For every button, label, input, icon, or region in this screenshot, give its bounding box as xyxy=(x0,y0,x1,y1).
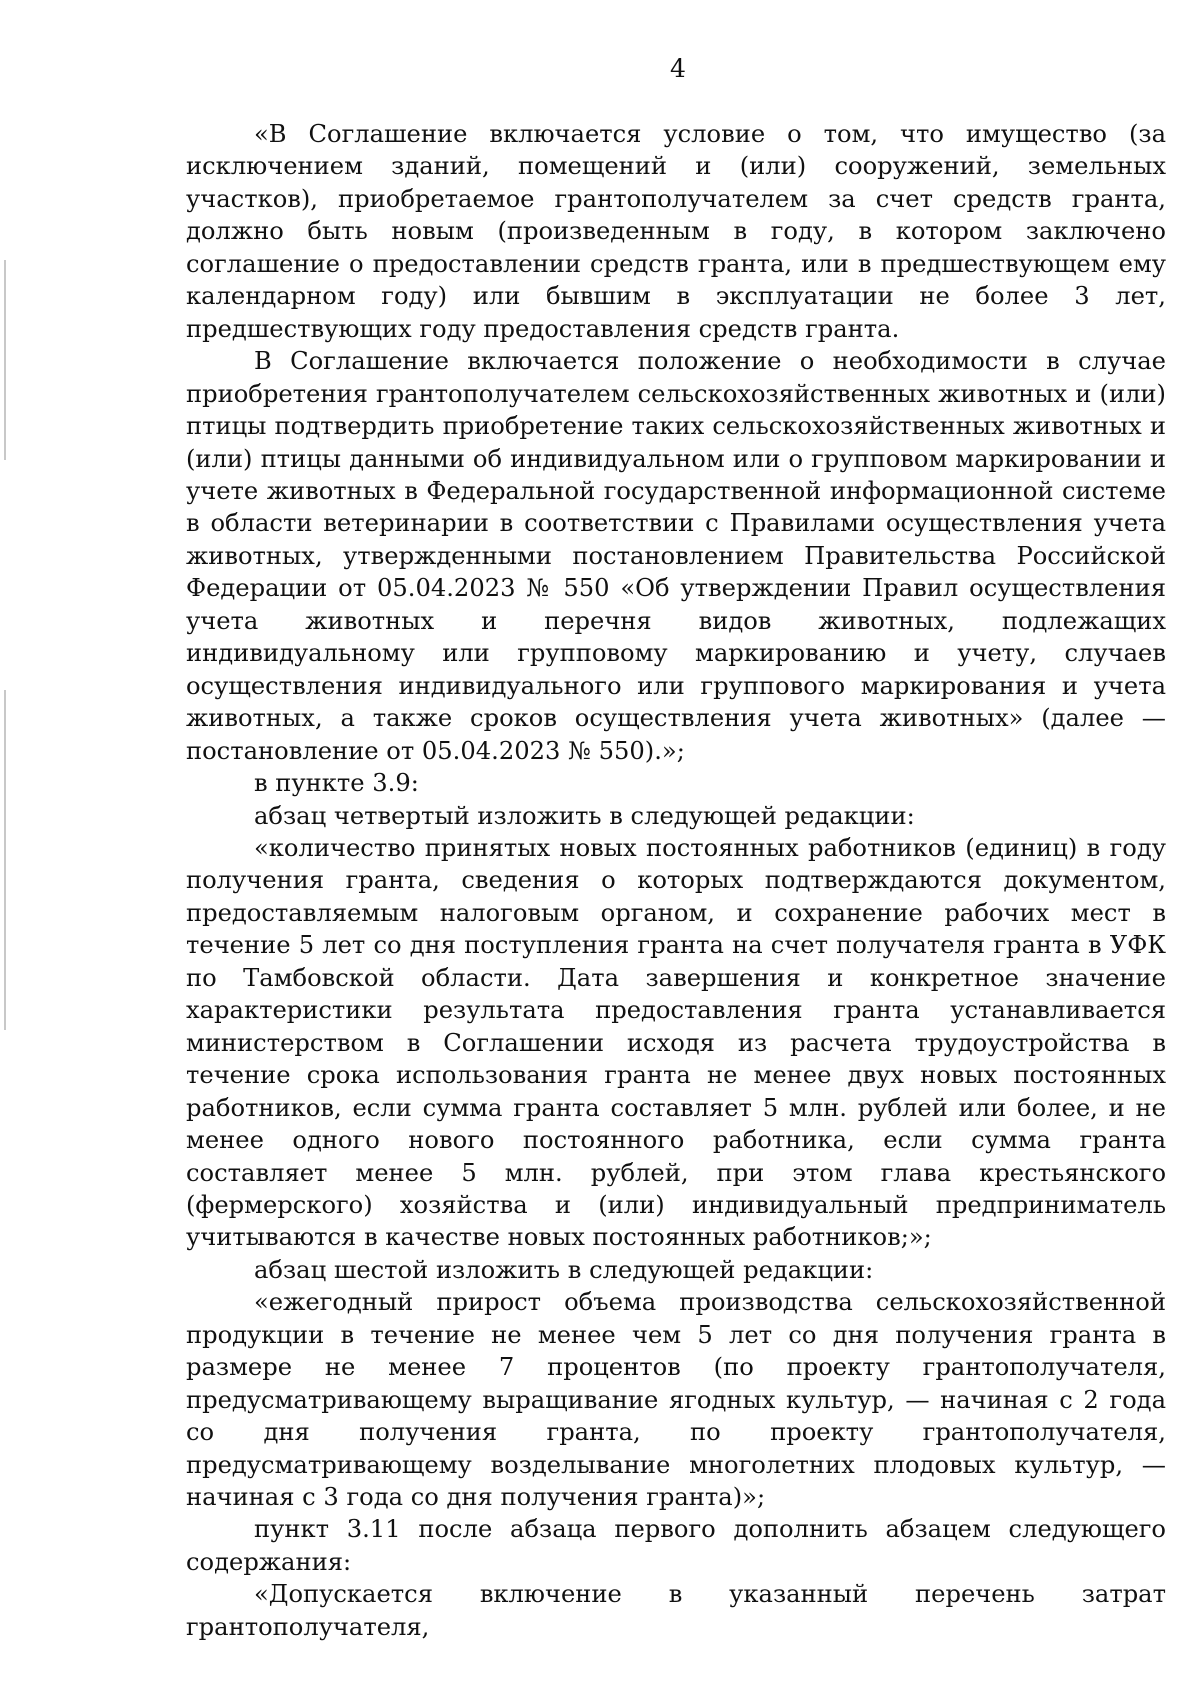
scan-edge-mark xyxy=(4,260,6,460)
paragraph-animal-marking: В Соглашение включается положение о необходимости в случае приобретения грантополучателем сельскохозяйственных животных и (или) птицы подтвердить приобретение таких сельскохозяйственных животных и (или) птицы данными об индивидуальном или о групповом маркировании и учете животных в Федеральной государственной информационной системе в области ветеринарии в соответствии с Правилами осуществления учета животных, утвержденными постановлением Правительства Российской Федерации от 05.04.2023 № 550 «Об утверждении Правил осуществления учета животных и перечня видов животных, подлежащих индивидуальному или групповому маркированию и учету, случаев осуществления индивидуального или группового маркирования и учета животных, а также сроков осуществления учета животных» (далее — постановление от 05.04.2023 № 550).»; xyxy=(186,347,1166,765)
paragraph-cost-list: «Допускается включение в указанный перечень затрат грантополучателя, xyxy=(186,1580,1166,1641)
paragraph-clause-3-11: пункт 3.11 после абзаца первого дополнить абзацем следующего содержания: xyxy=(186,1515,1166,1576)
paragraph-property-condition: «В Соглашение включается условие о том, что имущество (за исключением зданий, помещений и (или) сооружений, земельных участков), приобретаемое грантополучателем за счет средств гранта, должно быть новым (произведенным в году, в котором заключено соглашение о предоставлении средств гранта, или в предшествующем ему календарном году) или бывшим в эксплуатации не более 3 лет, предшествующих году предоставления средств гранта. xyxy=(186,120,1166,343)
page-number: 4 xyxy=(670,54,686,83)
scan-edge-mark xyxy=(4,690,6,1030)
document-body xyxy=(186,118,1166,1643)
paragraph-sixth-abzac-instruction: абзац шестой изложить в следующей редакции: xyxy=(254,1255,874,1284)
paragraph-production-growth: «ежегодный прирост объема производства сельскохозяйственной продукции в течение не менее чем 5 лет со дня получения гранта в размере не менее 7 процентов (по проекту грантополучателя, предусматривающему выращивание ягодных культур, — начиная с 2 года со дня получения гранта, по проекту грантополучателя, предусматривающему возделывание многолетних плодовых культур, — начиная с 3 года со дня получения гранта)»; xyxy=(186,1288,1166,1512)
paragraph-fourth-abzac-instruction: абзац четвертый изложить в следующей редакции: xyxy=(254,801,915,830)
paragraph-clause-3-9: в пункте 3.9: xyxy=(254,769,419,798)
paragraph-new-employees: «количество принятых новых постоянных работников (единиц) в году получения гранта, сведения о которых подтверждаются документом, предоставляемым налоговым органом, и сохранение рабочих мест в течение 5 лет со дня поступления гранта на счет получателя гранта в УФК по Тамбовской области. Дата завершения и конкретное значение характеристики результата предоставления гранта устанавливается министерством в Соглашении исходя из расчета трудоустройства в течение срока использования гранта не менее двух новых постоянных работников, если сумма гранта составляет 5 млн. рублей или более, и не менее одного нового постоянного работника, если сумма гранта составляет менее 5 млн. рублей, при этом глава крестьянского (фермерского) хозяйства и (или) индивидуальный предприниматель учитываются в качестве новых постоянных работников;»; xyxy=(186,833,1166,1252)
